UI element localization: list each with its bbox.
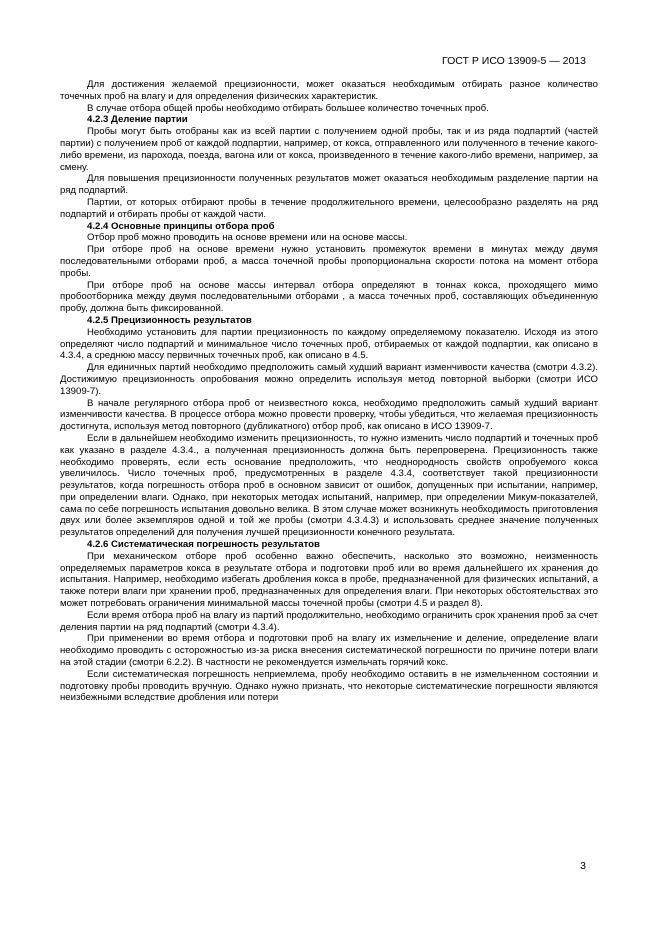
section-heading: 4.2.3 Деление партии xyxy=(87,114,188,126)
paragraph: Для единичных партий необходимо предположить самый худший вариант изменчивости качества (смотри 4.3.2). Достижимую прецизионность опробования можно определить используя метод повторной выборки (смотри ИСО 13909-7). xyxy=(60,362,598,397)
paragraph: Если в дальнейшем необходимо изменить прецизионность, то нужно изменить число подпартий и точечных проб как указано в разделе 4.3.4., а полученная прецизионность должна быть перепроверена. Прецизионность также необходимо проверять, если есть основание предположить, что неоднородность свойств опробуемого кокса увеличилось. Число точечных проб, предусмотренных в разделе 4.3.4, соответствует такой прецизионности результатов, когда погрешность отбора проб в основном зависит от ошибок, допущенных при испытании, например, при определении влаги. Однако, при некоторых методах испытаний, например, при определении Микум-показателей, сама по себе погрешность испытания довольно велика. В этом случае может возникнуть необходимость приготовления двух или более экземпляров одной и той же пробы (смотри 4.3.4.3) и использовать среднее значение полученных результатов определений для получения лучшей прецизионности конечного результата. xyxy=(60,432,598,539)
paragraph: Если время отбора проб на влагу из партий продолжительно, необходимо ограничить срок хранения проб за счет деления партии на ряд подпартий (смотри 4.3.4). xyxy=(60,609,598,633)
paragraph: Если систематическая погрешность неприемлема, пробу необходимо оставить в не измельченном состоянии и подготовку пробы проводить вручную. Однако нужно признать, что некоторые систематические погрешности являются неизбежными вследствие дробления или потери xyxy=(60,668,598,704)
section-heading: 4.2.4 Основные принципы отбора проб xyxy=(87,220,275,232)
document-header: ГОСТ Р ИСО 13909-5 — 2013 xyxy=(442,55,586,67)
section-heading: 4.2.5 Прецизионность результатов xyxy=(87,314,252,326)
paragraph: Необходимо установить для партии прецизионность по каждому определяемому показателю. Исходя из этого определяют число подпартий и минимальное число точечных проб, отбираемых от каждой подпартии, как описано в 4.3.4, а среднюю массу первичных точечных проб, как описано в 4.5. xyxy=(60,326,598,362)
paragraph: При применении во время отбора и подготовки проб на влагу их измельчение и деление, определение влаги необходимо проводить с осторожностью из-за риска внесения систематической погрешности по причине потери влаги на этой стадии (смотри 6.2.2). В частности не рекомендуется измельчать горячий кокс. xyxy=(60,633,598,669)
paragraph: Для повышения прецизионности полученных результатов может оказаться необходимым разделение партии на ряд подпартий. xyxy=(60,173,598,197)
paragraph: Партии, от которых отбирают пробы в течение продолжительного времени, целесообразно разделять на ряд подпартий и отбирать пробы от каждой части. xyxy=(60,196,598,220)
paragraph: Отбор проб можно проводить на основе времени или на основе массы. xyxy=(87,232,408,244)
paragraph: В начале регулярного отбора проб от неизвестного кокса, необходимо предположить самый худший вариант изменчивости качества. В процессе отбора можно провести проверку, чтобы убедиться, что желаемая прецизионность достигнута, используя метод повторного (дубликатного) отбор проб, как описано в ИСО 13909-7. xyxy=(60,397,598,433)
paragraph: При отборе проб на основе времени нужно установить промежуток времени в минутах между двумя последовательными отборами проб, а масса точечной пробы пропорциональна скорости потока на момент отбора пробы. xyxy=(60,244,598,279)
paragraph: При механическом отборе проб особенно важно обеспечить, насколько это возможно, неизменность определяемых параметров кокса в результате отбора и подготовки проб или во время дальнейшего их хранения до испытания. Например, необходимо избегать дробления кокса в пробе, предназначенной для физических испытаний, а также потери влаги при хранении проб, предназначенных для определения влаги. При некоторых обстоятельствах это может потребовать ограничения минимальной массы точечной пробы (смотри 4.5 и раздел 8). xyxy=(60,550,598,610)
document-body xyxy=(60,79,598,704)
paragraph: Пробы могут быть отобраны как из всей партии с получением одной пробы, так и из ряда подпартий (частей партии) с получением проб от каждой подпартии, например, от кокса, отправленного или полученного в течение какого-либо времени, из парохода, поезда, вагона или от кокса, произведенного в течение какого-либо времени, например, за смену. xyxy=(60,126,598,173)
page-number: 3 xyxy=(580,860,586,872)
section-heading: 4.2.6 Систематическая погрешность результатов xyxy=(87,539,320,551)
paragraph: В случае отбора общей пробы необходимо отбирать большее количество точечных проб. xyxy=(87,102,489,114)
paragraph: При отборе проб на основе массы интервал отбора определяют в тоннах кокса, проходящего мимо пробоотборника между двумя последовательными отборами , а масса точечных проб, составляющих объединенную пробу, должна быть фиксированной. xyxy=(60,279,598,315)
paragraph: Для достижения желаемой прецизионности, может оказаться необходимым отбирать разное количество точечных проб на влагу и для определения физических характеристик. xyxy=(60,79,598,102)
